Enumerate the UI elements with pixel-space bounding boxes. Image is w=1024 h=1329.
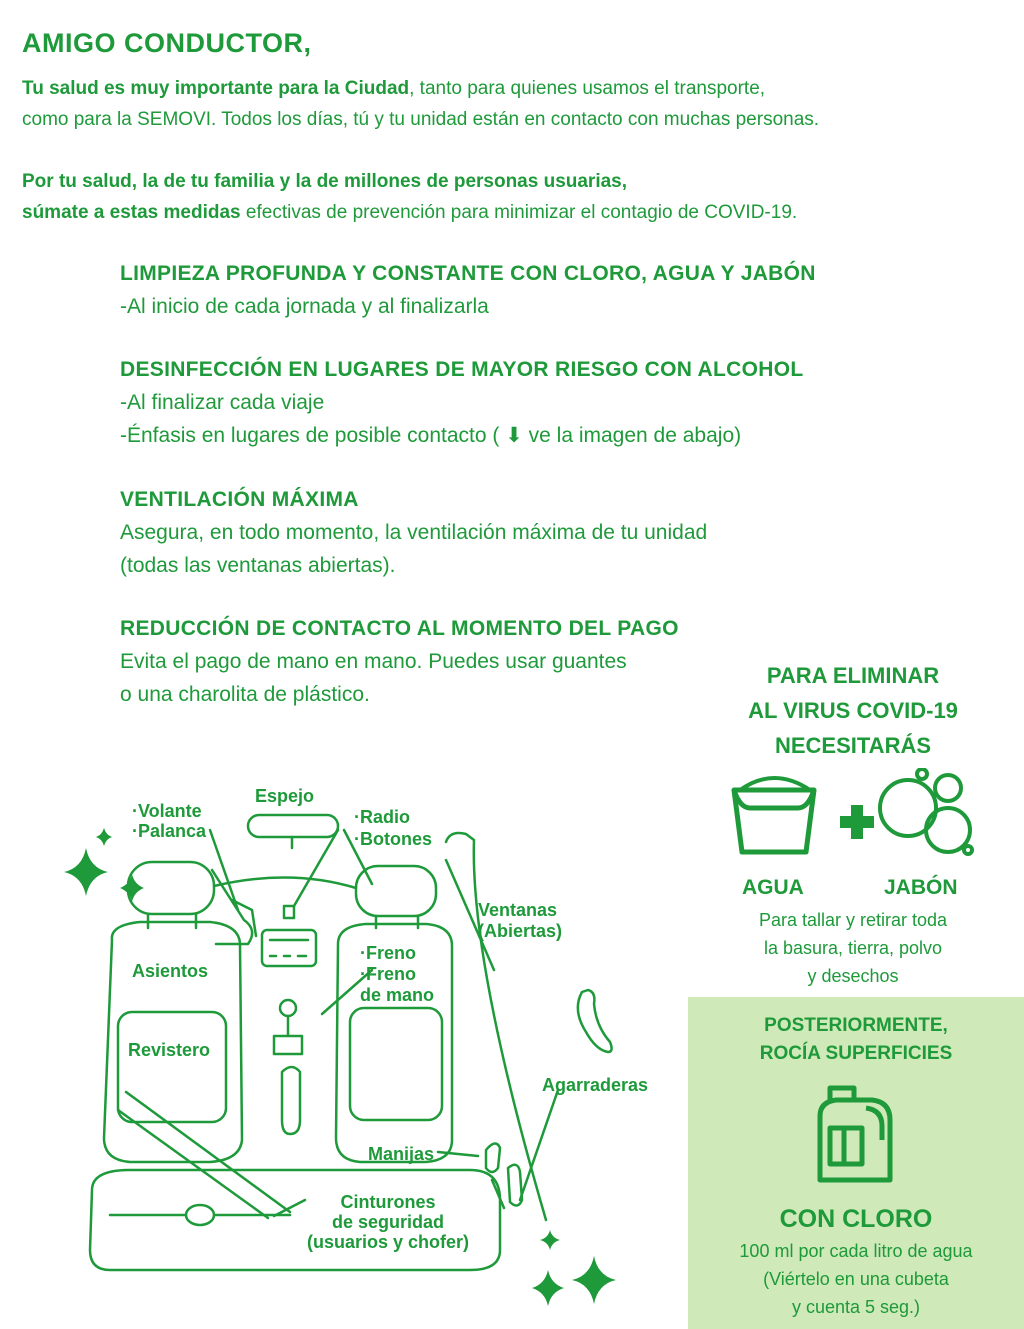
water-soap-icons [720,768,990,868]
needs-description [718,906,988,990]
label-freno-mano-2: de mano [360,985,435,1005]
intro-text: , tanto para quienes usamos el transporte, [409,78,766,99]
label-freno-mano: ·Freno [360,964,416,984]
measure-payment [120,612,679,711]
radio-shape [262,930,316,966]
needs-desc-line: y desechos [807,966,899,986]
label-cinturones-line: (usuarios y chofer) [306,1232,470,1252]
measure-ventilation [120,483,707,582]
soap-bubbles-icon [880,769,972,854]
spray-desc-line: (Viértelo en una cubeta [763,1269,949,1289]
measure-cleaning [120,257,816,323]
label-espejo: Espejo [255,786,315,806]
intro-bold-line1: Por tu salud, la de tu familia y la de millones de personas usuarias, [22,171,628,192]
label-freno: ·Freno [360,943,416,963]
label-cinturones-line: de seguridad [331,1212,445,1232]
measure-disinfection [120,353,803,452]
label-agarraderas: Agarraderas [542,1075,649,1095]
intro-text-line2: como para la SEMOVI. Todos los días, tú y tu unidad están en contacto con muchas personas. [22,109,820,130]
seat-pocket [118,1012,226,1122]
label-manijas: Manijas [368,1144,435,1164]
plus-icon [840,805,874,839]
spray-heading-line: ROCÍA SUPERFICIES [759,1043,953,1064]
spray-heading-line: POSTERIORMENTE, [764,1015,948,1036]
measure-line: Asegura, en todo momento, la ventilación máxima de tu unidad [120,521,708,544]
needs-desc-line: Para tallar y retirar toda [758,910,948,930]
spray-desc-line: 100 ml por cada litro de agua [739,1241,973,1261]
intro-paragraph-1 [22,73,819,135]
needs-heading [728,658,978,763]
label-cinturones-line: Cinturones [340,1192,436,1212]
seat-pocket-right [350,1008,442,1120]
label-botones: ·Botones [354,829,432,849]
measure-heading: LIMPIEZA PROFUNDA Y CONSTANTE CON CLORO, AGUA Y JABÓN [120,262,816,285]
agua-label: AGUA [742,876,804,899]
intro-rest-line2: efectivas de prevención para minimizar el contagio de COVID-19. [240,202,798,223]
label-revistero: Revistero [128,1040,211,1060]
bleach-bottle-icon [810,1080,900,1188]
page-title: AMIGO CONDUCTOR, [22,28,312,58]
measure-line: Evita el pago de mano en mano. Puedes usar guantes [120,650,627,673]
intro-paragraph-2 [22,166,797,228]
label-palanca: ·Palanca [132,821,207,841]
label-asientos: Asientos [132,961,209,981]
measure-heading: VENTILACIÓN MÁXIMA [120,488,359,511]
measure-heading: DESINFECCIÓN EN LUGARES DE MAYOR RIESGO CON ALCOHOL [120,358,804,381]
bucket-icon [734,778,814,852]
needs-desc-line: la basura, tierra, polvo [763,938,943,958]
measure-line: (todas las ventanas abiertas). [120,554,396,577]
needs-heading-line: PARA ELIMINAR [766,663,940,688]
measure-line: o una charolita de plástico. [120,683,370,706]
spray-product: CON CLORO [779,1205,933,1233]
mirror-shape [248,815,338,837]
label-volante: ·Volante [132,801,202,821]
jabon-label: JABÓN [884,876,958,899]
label-radio: ·Radio [354,807,410,827]
measure-heading: REDUCCIÓN DE CONTACTO AL MOMENTO DEL PAGO [120,617,679,640]
label-ventanas-2: (Abiertas) [478,921,563,941]
intro-bold: Tu salud es muy importante para la Ciudad [22,78,410,99]
measure-line: -Al inicio de cada jornada y al finalizarla [120,295,489,318]
right-headrest [356,866,436,916]
needs-heading-line: AL VIRUS COVID-19 [748,698,958,723]
spray-description [688,1237,1024,1321]
needs-heading-line: NECESITARÁS [774,733,932,758]
spray-heading [688,1012,1024,1068]
measure-line: -Énfasis en lugares de posible contacto ( ⬇ ve la imagen de abajo) [120,424,742,447]
spray-desc-line: y cuenta 5 seg.) [791,1297,921,1317]
intro-bold-line2: súmate a estas medidas [22,202,241,223]
measure-line: -Al finalizar cada viaje [120,391,325,414]
label-ventanas: Ventanas [478,900,558,920]
label-cinturones [290,1192,486,1252]
